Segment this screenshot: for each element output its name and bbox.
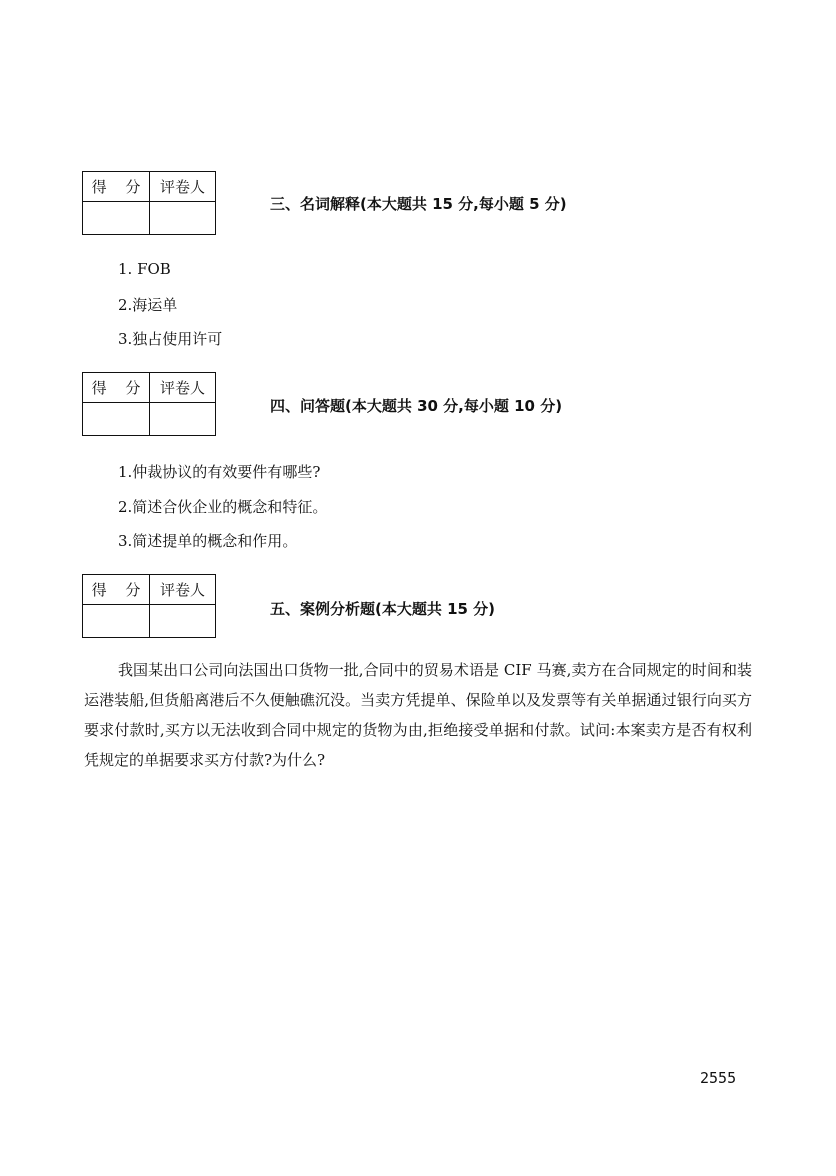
grader-entry-cell [150, 605, 215, 637]
list-item: 2.简述合伙企业的概念和特征。 [118, 498, 328, 516]
score-label: 得 分 [83, 373, 150, 403]
score-entry-cell [83, 403, 150, 435]
list-item: 1. FOB [118, 260, 171, 278]
case-paragraph: 我国某出口公司向法国出口货物一批,合同中的贸易术语是 CIF 马赛,卖方在合同规定的时间和装运港装船,但货船离港后不久便触礁沉没。当卖方凭提单、保险单以及发票等有关单据通过银行向买方要求付款时,买方以无法收到合同中规定的货物为由,拒绝接受单据和付款。试问:本案卖方是否有权利凭规定的单据要求买方付款?为什么? [84, 661, 752, 769]
score-label: 得 分 [83, 575, 150, 605]
section-title-3: 三、名词解释(本大题共 15 分,每小题 5 分) [270, 195, 567, 213]
score-entry-cell [83, 202, 150, 234]
grader-label: 评卷人 [150, 172, 215, 202]
section-title-5: 五、案例分析题(本大题共 15 分) [270, 600, 496, 618]
page-number: 2555 [700, 1069, 737, 1087]
list-item: 1.仲裁协议的有效要件有哪些? [118, 463, 321, 481]
grader-entry-cell [150, 403, 215, 435]
list-item: 2.海运单 [118, 296, 178, 314]
section-title-4: 四、问答题(本大题共 30 分,每小题 10 分) [270, 397, 563, 415]
list-item: 3.简述提单的概念和作用。 [118, 532, 298, 550]
score-box-section-3 [82, 171, 216, 235]
score-box-section-5 [82, 574, 216, 638]
score-box-section-4 [82, 372, 216, 436]
score-label: 得 分 [83, 172, 150, 202]
grader-label: 评卷人 [150, 575, 215, 605]
list-item: 3.独占使用许可 [118, 330, 223, 348]
grader-entry-cell [150, 202, 215, 234]
grader-label: 评卷人 [150, 373, 215, 403]
score-entry-cell [83, 605, 150, 637]
